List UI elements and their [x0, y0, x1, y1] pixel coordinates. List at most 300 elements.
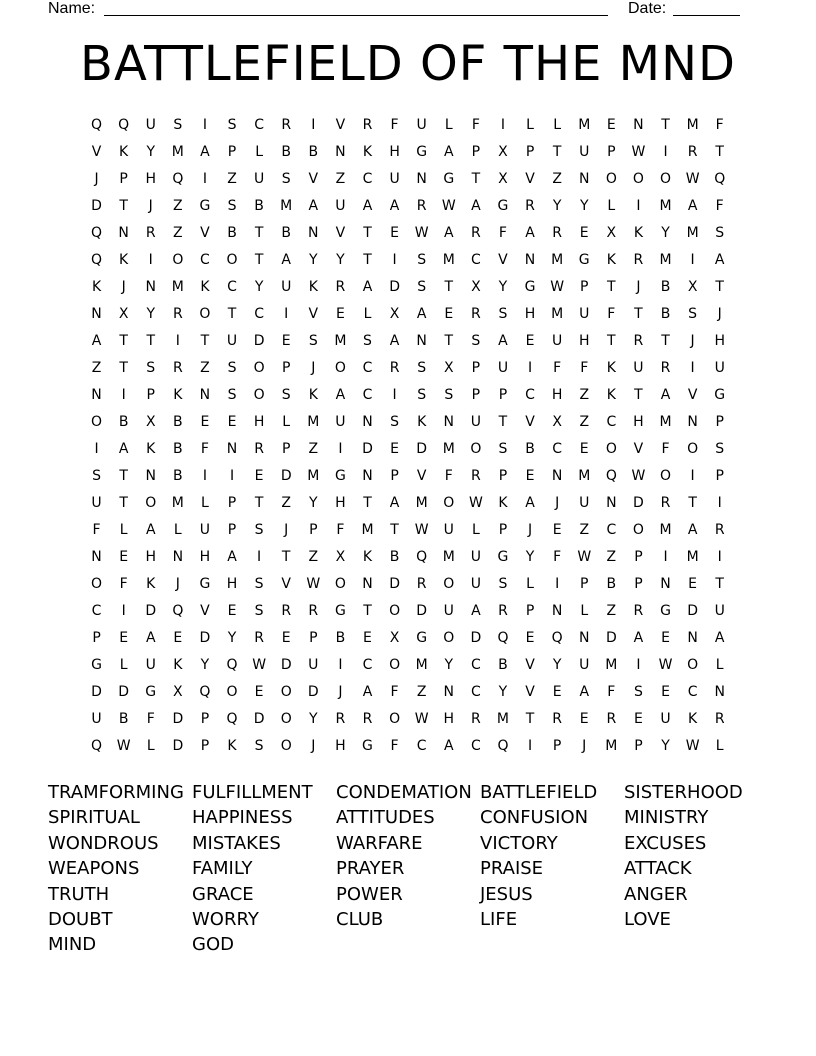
grid-letter: I: [392, 252, 397, 268]
grid-letter: Z: [91, 360, 102, 376]
grid-letter: D: [280, 468, 292, 484]
grid-letter: A: [714, 252, 725, 268]
grid-letter: U: [660, 711, 671, 727]
grid-letter: U: [633, 360, 644, 376]
grid-letter: H: [145, 549, 156, 565]
grid-letter: P: [580, 576, 589, 592]
grid-letter: P: [471, 360, 481, 376]
date-blank-line: [673, 15, 740, 16]
grid-letter: U: [443, 522, 454, 538]
grid-letter: A: [687, 198, 698, 214]
grid-letter: T: [200, 333, 210, 349]
grid-letter: P: [580, 279, 589, 295]
grid-letter: W: [631, 144, 646, 160]
grid-letter: M: [496, 711, 509, 727]
grid-letter: A: [389, 333, 400, 349]
grid-letter: B: [525, 441, 535, 457]
grid-letter: C: [470, 657, 481, 673]
grid-letter: K: [633, 225, 644, 241]
grid-letter: P: [715, 414, 724, 430]
grid-letter: D: [362, 441, 373, 457]
grid-letter: N: [687, 414, 698, 430]
grid-letter: K: [498, 495, 508, 511]
grid-letter: M: [442, 549, 455, 565]
grid-letter: U: [281, 279, 292, 295]
grid-letter: B: [498, 657, 508, 673]
grid-letter: S: [173, 117, 183, 133]
grid-letter: O: [389, 603, 401, 619]
grid-letter: F: [200, 441, 209, 457]
grid-letter: I: [527, 360, 533, 376]
grid-letter: A: [416, 306, 427, 322]
grid-letter: E: [579, 225, 589, 241]
grid-letter: G: [199, 576, 211, 592]
grid-letter: I: [202, 468, 207, 484]
grid-letter: X: [498, 171, 508, 187]
grid-row: [83, 625, 734, 652]
grid-letter: P: [146, 387, 155, 403]
grid-letter: K: [606, 387, 616, 403]
grid-letter: P: [227, 144, 237, 160]
grid-letter: R: [470, 225, 481, 241]
grid-letter: A: [471, 198, 481, 214]
grid-letter: Z: [335, 171, 346, 187]
grid-letter: U: [308, 657, 319, 673]
grid-letter: J: [582, 738, 587, 754]
grid-letter: P: [634, 738, 643, 754]
grid-letter: B: [173, 414, 183, 430]
grid-letter: N: [633, 117, 644, 133]
grid-letter: E: [661, 684, 670, 700]
grid-letter: M: [171, 279, 184, 295]
grid-letter: T: [119, 495, 128, 511]
grid-letter: I: [500, 117, 506, 133]
grid-letter: L: [553, 117, 562, 133]
grid-letter: N: [606, 495, 617, 511]
grid-letter: Y: [254, 279, 264, 295]
grid-letter: A: [714, 630, 725, 646]
word-list-item: FAMILY: [192, 858, 253, 880]
grid-letter: R: [714, 711, 725, 727]
grid-letter: F: [390, 117, 399, 133]
grid-letter: E: [254, 684, 264, 700]
grid-letter: T: [363, 252, 372, 268]
grid-letter: B: [335, 630, 346, 646]
grid-letter: C: [606, 414, 617, 430]
grid-letter: J: [121, 279, 126, 295]
grid-letter: W: [252, 657, 267, 673]
grid-letter: W: [685, 738, 700, 754]
grid-letter: V: [200, 603, 210, 619]
grid-letter: D: [199, 630, 211, 646]
grid-letter: R: [687, 144, 698, 160]
grid-letter: K: [362, 549, 373, 565]
grid-letter: S: [363, 333, 372, 349]
grid-letter: E: [525, 468, 535, 484]
grid-letter: O: [632, 522, 644, 538]
grid-letter: U: [199, 522, 211, 538]
grid-row: [83, 463, 734, 490]
grid-letter: K: [308, 279, 318, 295]
grid-letter: E: [281, 333, 291, 349]
grid-letter: N: [578, 171, 590, 187]
grid-letter: O: [660, 171, 672, 187]
grid-letter: S: [92, 468, 101, 484]
grid-row: [83, 409, 734, 436]
grid-letter: U: [335, 198, 346, 214]
grid-letter: O: [660, 468, 672, 484]
grid-letter: F: [553, 549, 562, 565]
word-list: [48, 780, 768, 958]
grid-letter: B: [173, 468, 183, 484]
grid-letter: O: [632, 171, 644, 187]
grid-letter: I: [257, 549, 262, 565]
word-list-item: TRUTH: [48, 883, 110, 905]
grid-letter: O: [470, 441, 482, 457]
grid-letter: S: [417, 279, 427, 295]
grid-letter: I: [94, 441, 99, 457]
grid-letter: N: [91, 549, 102, 565]
grid-letter: E: [390, 225, 399, 241]
grid-letter: O: [91, 414, 103, 430]
grid-letter: L: [526, 117, 534, 133]
grid-letter: P: [607, 144, 616, 160]
grid-letter: X: [389, 630, 400, 646]
grid-letter: W: [306, 576, 321, 592]
grid-letter: T: [471, 171, 481, 187]
grid-letter: O: [605, 171, 617, 187]
grid-letter: Z: [308, 441, 319, 457]
grid-letter: D: [633, 495, 644, 511]
grid-letter: T: [715, 144, 724, 160]
grid-letter: M: [551, 306, 564, 322]
grid-letter: A: [308, 198, 319, 214]
grid-letter: V: [416, 468, 427, 484]
word-list-item: DOUBT: [48, 908, 113, 930]
grid-letter: D: [389, 279, 400, 295]
grid-letter: M: [659, 414, 672, 430]
grid-letter: D: [470, 630, 482, 646]
grid-letter: R: [145, 225, 156, 241]
grid-row: [83, 733, 734, 760]
grid-letter: I: [338, 441, 343, 457]
grid-letter: Z: [552, 171, 562, 187]
grid-letter: V: [335, 117, 346, 133]
grid-letter: N: [660, 576, 671, 592]
grid-letter: Q: [497, 738, 509, 754]
grid-letter: G: [416, 144, 428, 160]
grid-letter: M: [171, 495, 184, 511]
grid-letter: N: [416, 333, 427, 349]
grid-letter: M: [686, 549, 699, 565]
grid-letter: O: [605, 441, 617, 457]
grid-letter: Y: [498, 684, 508, 700]
grid-letter: C: [470, 684, 481, 700]
grid-letter: L: [363, 306, 372, 322]
grid-letter: K: [227, 738, 237, 754]
grid-letter: P: [634, 576, 643, 592]
letter-grid: [83, 112, 734, 760]
grid-letter: D: [416, 603, 428, 619]
grid-letter: V: [91, 144, 102, 160]
grid-letter: S: [308, 333, 318, 349]
grid-letter: G: [497, 198, 509, 214]
grid-letter: A: [579, 684, 590, 700]
grid-letter: U: [579, 144, 590, 160]
grid-letter: I: [636, 198, 641, 214]
grid-letter: R: [552, 711, 562, 727]
word-list-item: PRAISE: [480, 858, 544, 880]
grid-letter: R: [281, 117, 292, 133]
grid-row: [83, 490, 734, 517]
grid-letter: C: [525, 387, 535, 403]
grid-letter: Y: [661, 225, 670, 241]
grid-letter: E: [227, 414, 237, 430]
grid-letter: U: [579, 306, 590, 322]
grid-letter: P: [227, 495, 237, 511]
word-list-item: MISTAKES: [192, 832, 281, 854]
grid-letter: T: [363, 603, 372, 619]
grid-letter: K: [606, 360, 616, 376]
grid-letter: K: [308, 387, 318, 403]
grid-letter: E: [363, 630, 372, 646]
word-list-item: VICTORY: [480, 832, 558, 854]
grid-letter: T: [254, 225, 264, 241]
grid-letter: Q: [226, 657, 238, 673]
grid-letter: S: [498, 441, 508, 457]
grid-letter: T: [715, 279, 724, 295]
grid-letter: K: [91, 279, 102, 295]
grid-letter: O: [334, 360, 346, 376]
grid-letter: H: [226, 576, 238, 592]
grid-letter: I: [338, 657, 343, 673]
grid-letter: M: [686, 225, 699, 241]
grid-letter: X: [145, 414, 156, 430]
grid-letter: N: [172, 549, 184, 565]
grid-letter: R: [416, 198, 427, 214]
grid-letter: P: [525, 603, 535, 619]
grid-letter: M: [578, 468, 591, 484]
grid-letter: G: [199, 198, 211, 214]
grid-letter: K: [417, 414, 427, 430]
grid-letter: D: [253, 333, 265, 349]
grid-letter: U: [714, 360, 725, 376]
grid-letter: R: [172, 360, 183, 376]
grid-letter: S: [281, 387, 291, 403]
grid-letter: S: [390, 414, 400, 430]
grid-letter: E: [119, 630, 129, 646]
grid-letter: F: [119, 576, 128, 592]
grid-letter: T: [688, 495, 697, 511]
grid-letter: R: [470, 468, 481, 484]
grid-letter: E: [200, 414, 210, 430]
grid-letter: O: [226, 252, 238, 268]
grid-letter: Z: [579, 387, 590, 403]
grid-letter: E: [552, 684, 562, 700]
grid-letter: I: [690, 468, 695, 484]
grid-letter: S: [254, 738, 264, 754]
grid-letter: I: [717, 495, 722, 511]
grid-row: [83, 544, 734, 571]
grid-letter: I: [202, 171, 207, 187]
grid-letter: R: [362, 711, 373, 727]
grid-letter: V: [281, 576, 291, 592]
grid-row: [83, 166, 734, 193]
grid-letter: A: [281, 252, 291, 268]
grid-letter: A: [362, 279, 373, 295]
grid-letter: K: [119, 144, 129, 160]
word-list-item: EXCUSES: [624, 832, 707, 854]
grid-letter: Z: [606, 603, 617, 619]
grid-letter: O: [280, 738, 292, 754]
grid-letter: Q: [118, 117, 130, 133]
grid-letter: Q: [714, 171, 726, 187]
grid-letter: I: [663, 144, 668, 160]
grid-letter: D: [389, 576, 400, 592]
grid-letter: G: [524, 279, 536, 295]
grid-letter: H: [443, 711, 455, 727]
grid-letter: Z: [281, 495, 291, 511]
grid-letter: L: [526, 576, 534, 592]
grid-letter: Y: [579, 198, 589, 214]
grid-letter: V: [308, 171, 319, 187]
grid-letter: F: [715, 117, 724, 133]
grid-letter: H: [524, 306, 536, 322]
grid-letter: B: [389, 549, 400, 565]
grid-letter: G: [416, 630, 428, 646]
grid-letter: U: [145, 117, 156, 133]
grid-letter: H: [253, 414, 265, 430]
grid-letter: C: [362, 657, 373, 673]
grid-letter: S: [417, 387, 427, 403]
grid-letter: L: [255, 144, 264, 160]
grid-letter: A: [389, 198, 400, 214]
grid-letter: O: [389, 657, 401, 673]
grid-letter: E: [173, 630, 183, 646]
word-list-item: BATTLEFIELD: [480, 782, 598, 803]
grid-letter: N: [118, 225, 129, 241]
grid-letter: T: [254, 252, 264, 268]
grid-letter: E: [119, 549, 129, 565]
grid-letter: Z: [173, 225, 183, 241]
grid-letter: N: [362, 414, 373, 430]
grid-letter: C: [254, 306, 264, 322]
grid-letter: F: [607, 684, 616, 700]
grid-letter: R: [389, 360, 400, 376]
grid-letter: D: [253, 711, 265, 727]
grid-letter: N: [578, 630, 590, 646]
grid-row: [83, 112, 734, 139]
grid-letter: Q: [91, 252, 103, 268]
grid-letter: P: [471, 387, 481, 403]
grid-letter: M: [361, 522, 374, 538]
grid-letter: S: [146, 360, 156, 376]
grid-letter: X: [173, 684, 183, 700]
grid-letter: P: [498, 522, 508, 538]
grid-letter: C: [200, 252, 210, 268]
grid-letter: F: [553, 360, 562, 376]
grid-letter: P: [309, 630, 318, 646]
grid-letter: O: [91, 576, 103, 592]
grid-letter: J: [148, 198, 153, 214]
grid-letter: S: [227, 360, 237, 376]
grid-letter: W: [116, 738, 131, 754]
grid-letter: J: [555, 495, 560, 511]
grid-letter: A: [118, 441, 129, 457]
grid-letter: H: [714, 333, 725, 349]
grid-letter: P: [715, 468, 724, 484]
grid-letter: T: [607, 333, 616, 349]
grid-letter: U: [335, 414, 346, 430]
name-label: Name:: [48, 0, 96, 17]
grid-letter: D: [145, 603, 157, 619]
grid-letter: T: [525, 711, 535, 727]
grid-letter: U: [443, 603, 454, 619]
grid-letter: U: [226, 333, 238, 349]
grid-letter: U: [91, 495, 102, 511]
grid-letter: M: [171, 144, 184, 160]
grid-letter: J: [311, 360, 316, 376]
grid-letter: M: [659, 522, 672, 538]
grid-letter: F: [444, 468, 453, 484]
grid-letter: Y: [309, 711, 318, 727]
grid-letter: Q: [497, 630, 509, 646]
grid-letter: Z: [173, 198, 183, 214]
grid-row: [83, 517, 734, 544]
grid-letter: R: [254, 441, 264, 457]
grid-letter: P: [498, 387, 508, 403]
grid-letter: H: [389, 144, 400, 160]
grid-letter: U: [470, 576, 481, 592]
grid-letter: T: [444, 333, 454, 349]
grid-letter: L: [119, 657, 128, 673]
grid-letter: Q: [91, 117, 103, 133]
word-list-item: MIND: [48, 934, 97, 956]
grid-letter: U: [253, 171, 265, 187]
grid-letter: E: [254, 468, 264, 484]
grid-letter: L: [444, 117, 453, 133]
grid-letter: B: [173, 441, 183, 457]
grid-letter: C: [91, 603, 102, 619]
grid-letter: E: [525, 630, 535, 646]
grid-letter: R: [172, 306, 183, 322]
grid-letter: A: [200, 144, 210, 160]
grid-letter: F: [715, 198, 724, 214]
grid-letter: N: [551, 603, 563, 619]
grid-letter: I: [636, 657, 641, 673]
grid-letter: E: [661, 630, 670, 646]
grid-letter: U: [497, 360, 509, 376]
grid-letter: Z: [579, 414, 590, 430]
grid-letter: Q: [199, 684, 211, 700]
grid-letter: Y: [309, 495, 318, 511]
grid-letter: S: [417, 252, 427, 268]
grid-letter: M: [442, 252, 455, 268]
grid-letter: H: [199, 549, 211, 565]
grid-letter: R: [254, 630, 264, 646]
grid-letter: C: [362, 171, 373, 187]
word-list-item: WARFARE: [336, 832, 423, 854]
grid-letter: H: [551, 387, 563, 403]
grid-letter: W: [414, 225, 429, 241]
grid-letter: X: [335, 549, 346, 565]
grid-letter: E: [579, 711, 589, 727]
grid-letter: L: [715, 657, 724, 673]
grid-letter: R: [633, 333, 644, 349]
grid-letter: E: [633, 711, 643, 727]
grid-letter: S: [715, 225, 725, 241]
grid-letter: E: [390, 441, 399, 457]
